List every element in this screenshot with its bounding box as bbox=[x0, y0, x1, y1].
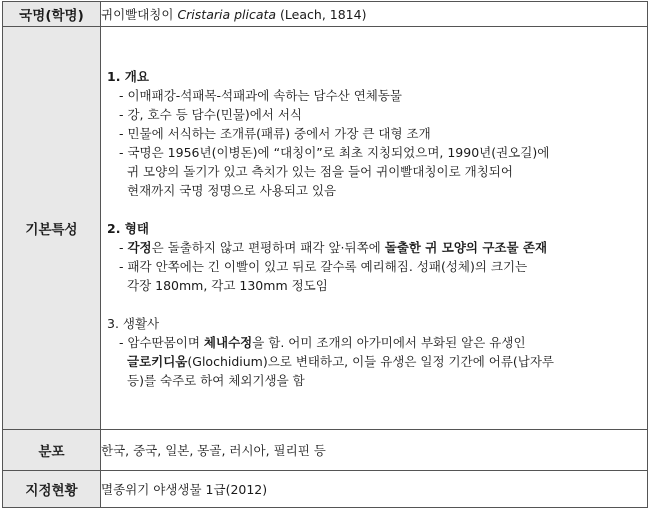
bold-term: 체내수정 bbox=[203, 334, 253, 350]
value-name bbox=[101, 2, 648, 27]
text-span: - bbox=[119, 239, 128, 255]
section-title: 3. 생활사 bbox=[107, 315, 160, 331]
korean-name: 귀이빨대칭이 bbox=[101, 7, 178, 22]
row-status bbox=[3, 471, 648, 508]
row-name bbox=[3, 2, 648, 27]
text-span: 을 함. 어미 조개의 아가미에서 부화된 알은 유생인 bbox=[252, 334, 526, 350]
bold-term: 돌출한 귀 모양의 구조물 존재 bbox=[384, 239, 548, 255]
species-info-table bbox=[2, 1, 648, 508]
text-line: 각장 180mm, 각고 130mm 정도임 bbox=[127, 277, 328, 293]
text-span: 은 돌출하지 않고 편평하며 패각 앞·뒤쪽에 bbox=[151, 239, 385, 255]
text-line: - 강, 호수 등 담수(민물)에서 서식 bbox=[119, 106, 303, 122]
row-basic bbox=[3, 27, 648, 430]
scientific-name: Cristaria plicata bbox=[177, 7, 277, 22]
value-distribution: 한국, 중국, 일본, 몽골, 러시아, 필리핀 등 bbox=[101, 430, 648, 471]
text-line: - 국명은 1956년(이병돈)에 “대칭이”로 최초 지칭되었으며, 1990년(권오길)에 bbox=[119, 144, 550, 160]
text-span: - 암수딴몸이며 bbox=[119, 334, 204, 350]
value-status: 멸종위기 야생생물 1급(2012) bbox=[101, 471, 648, 508]
author-year: (Leach, 1814) bbox=[276, 7, 367, 22]
bold-term: 글로키디움 bbox=[127, 353, 188, 369]
text-line: 등)를 숙주로 하여 체외기생을 함 bbox=[127, 372, 305, 388]
section-title: 2. 형태 bbox=[107, 220, 149, 236]
row-distribution bbox=[3, 430, 648, 471]
text-line: - 이매패강-석패목-석패과에 속하는 담수산 연체동물 bbox=[119, 87, 403, 103]
label-status: 지정현황 bbox=[3, 471, 101, 508]
text-span: (Glochidium)으로 변태하고, 이들 유생은 일정 기간에 어류(납자루 bbox=[187, 353, 554, 369]
text-line: - 민물에 서식하는 조개류(패류) 중에서 가장 큰 대형 조개 bbox=[119, 125, 431, 141]
text-line bbox=[107, 352, 647, 371]
text-line: - 패각 안쪽에는 긴 이빨이 있고 뒤로 갈수록 예리해짐. 성패(성체)의 크기는 bbox=[119, 258, 528, 274]
bold-term: 각정 bbox=[127, 239, 152, 255]
value-basic bbox=[101, 27, 648, 430]
text-line: 현재까지 국명 정명으로 사용되고 있음 bbox=[127, 182, 337, 198]
text-line bbox=[107, 333, 647, 352]
label-distribution: 분포 bbox=[3, 430, 101, 471]
label-basic: 기본특성 bbox=[3, 27, 101, 430]
text-line bbox=[107, 238, 647, 257]
section-overview bbox=[101, 67, 647, 390]
label-name: 국명(학명) bbox=[3, 2, 101, 27]
section-title: 1. 개요 bbox=[107, 68, 149, 84]
text-line: 귀 모양의 돌기가 있고 측치가 있는 점을 들어 귀이빨대칭이로 개칭되어 bbox=[127, 163, 513, 179]
